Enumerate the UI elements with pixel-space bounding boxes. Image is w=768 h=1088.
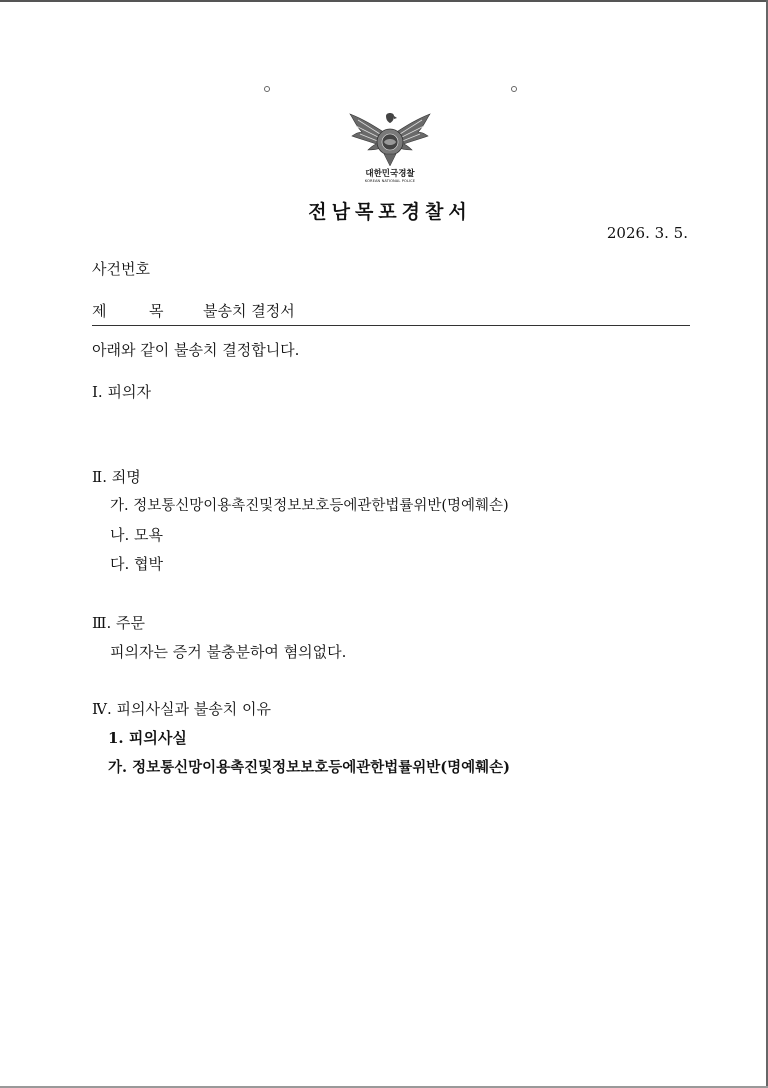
section-suspect-heading: Ⅰ. 피의자 [92, 383, 151, 401]
header-rule [92, 325, 690, 326]
section-facts-heading: Ⅳ. 피의사실과 불송치 이유 [92, 700, 271, 718]
subject-value: 불송치 결정서 [203, 302, 295, 320]
intro-text: 아래와 같이 불송치 결정합니다. [92, 341, 300, 359]
emblem-caption-ko: 대한민국경찰 [365, 169, 415, 179]
police-eagle-emblem-icon [340, 108, 440, 170]
charge-item: 나. 모욕 [110, 526, 164, 544]
charge-item: 다. 협박 [110, 555, 164, 573]
scan-edge-top [0, 0, 768, 2]
facts-subheading: 1. 피의사실 [108, 729, 187, 747]
station-name: 전남목포경찰서 [308, 201, 472, 223]
disposition-text: 피의자는 증거 불충분하여 혐의없다. [110, 643, 347, 661]
subject-label-first: 제 [92, 302, 107, 320]
facts-item-heading: 가. 정보통신망이용촉진및정보보호등에관한법률위반(명예훼손) [108, 759, 511, 776]
subject-label-second: 목 [149, 302, 164, 320]
charge-item: 가. 정보통신망이용촉진및정보보호등에관한법률위반(명예훼손) [110, 498, 509, 514]
punch-mark-right [511, 86, 517, 92]
section-charges-heading: Ⅱ. 죄명 [92, 468, 141, 486]
case-number-label: 사건번호 [92, 260, 150, 278]
punch-mark-left [264, 86, 270, 92]
section-disposition-heading: Ⅲ. 주문 [92, 614, 145, 632]
emblem-caption-en: KOREAN NATIONAL POLICE [364, 179, 416, 183]
document-date: 2026. 3. 5. [606, 224, 688, 242]
